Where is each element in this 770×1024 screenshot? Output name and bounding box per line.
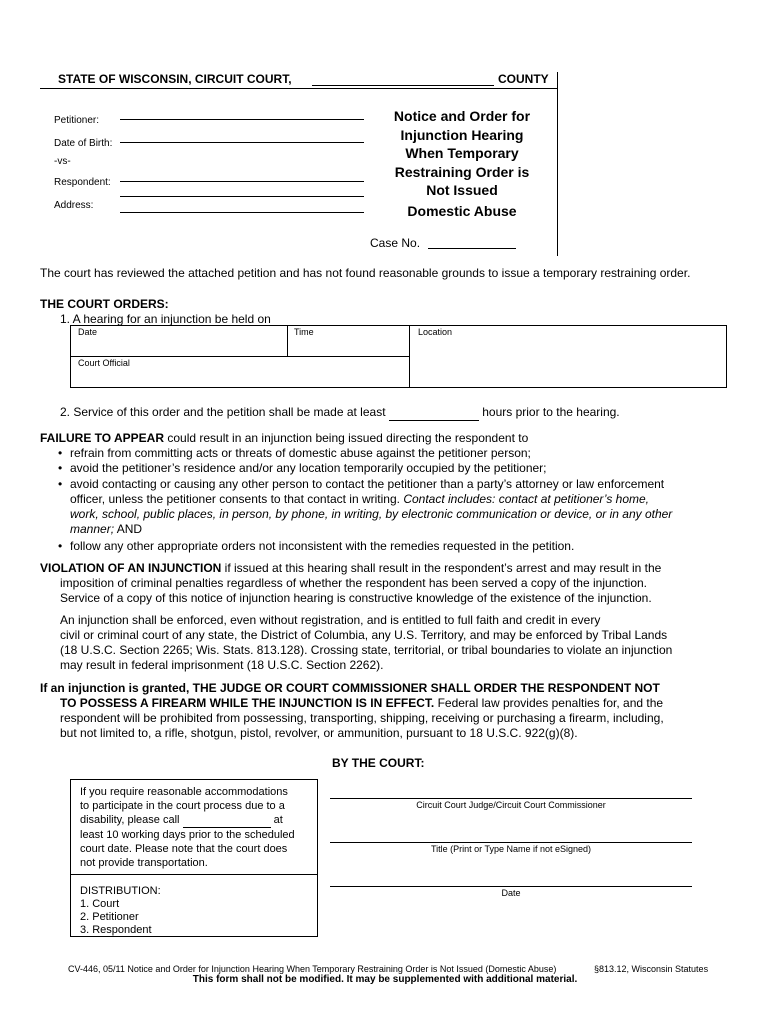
date-signature-label: Date: [501, 888, 521, 898]
header-rule: [40, 88, 558, 89]
enforcement-line-4: may result in federal imprisonment (18 U.S.C. Section 2262).: [60, 658, 384, 672]
dob-label: Date of Birth:: [54, 138, 113, 149]
accommodations-divider: [70, 874, 318, 875]
date-signature-field[interactable]: [330, 886, 692, 887]
failure-bullet-3-end: manner; AND: [70, 522, 143, 536]
title-field[interactable]: [330, 842, 692, 843]
enforcement-line-1: An injunction shall be enforced, even without registration, and is entitled to full faith and credit in every: [60, 613, 601, 627]
judge-signature-field[interactable]: [330, 798, 692, 799]
statute-reference: §813.12, Wisconsin Statutes: [594, 964, 709, 974]
county-blank[interactable]: [312, 85, 494, 86]
failure-heading: FAILURE TO APPEAR could result in an injunction being issued directing the respondent to: [40, 431, 529, 445]
dob-field[interactable]: [120, 142, 364, 143]
county-label: COUNTY: [498, 72, 549, 86]
accommodations-text: If you require reasonable accommodations to participate in the court process due to a disability, please call at least 10 working days prior to the scheduled court date. Please note that the court does not provide transportation.: [80, 786, 295, 869]
order-item-1: 1. A hearing for an injunction be held on: [60, 312, 271, 326]
time-cell-label: Time: [294, 327, 314, 337]
caption-divider: [557, 72, 558, 256]
violation-line-2: imposition of criminal penalties regardless of whether the respondent has been served a copy of the injunction.: [60, 576, 648, 590]
firearm-line-2: TO POSSESS A FIREARM WHILE THE INJUNCTION IS IN EFFECT. Federal law provides penalties for, and the: [60, 696, 664, 710]
failure-bullet-4: • follow any other appropriate orders not inconsistent with the remedies requested in the petition.: [58, 539, 575, 553]
case-no-label: Case No.: [370, 236, 421, 250]
failure-bullet-3-italic: work, school, public places, in person, by phone, in writing, by electronic communication or device, or in any other: [70, 507, 673, 521]
location-cell-label: Location: [418, 327, 453, 337]
table-divider-1: [287, 325, 288, 356]
enforcement-line-2: civil or criminal court of any state, the District of Columbia, any U.S. Territory, and may be enforced by Tribal Lands: [60, 628, 668, 642]
failure-bullet-3-cont: officer, unless the petitioner consents to that contact in writing. Contact includes: contact at petitioner’s home,: [70, 492, 650, 506]
firearm-line-3: respondent will be prohibited from possessing, transporting, shipping, receiving or purchasing a firearm, including,: [60, 711, 664, 725]
failure-bullet-2: • avoid the petitioner’s residence and/or any location temporarily occupied by the petitioner;: [58, 461, 547, 475]
firearm-line-1: If an injunction is granted, THE JUDGE OR COURT COMMISSIONER SHALL ORDER THE RESPONDENT NOT: [40, 681, 660, 695]
footer-notice: This form shall not be modified. It may be supplemented with additional material.: [192, 974, 578, 985]
official-cell-label: Court Official: [78, 358, 130, 368]
form-number: CV-446, 05/11 Notice and Order for Injunction Hearing When Temporary Restraining Order is Not Issued (Domestic Abuse): [68, 964, 557, 974]
address-label: Address:: [54, 200, 94, 211]
petitioner-label: Petitioner:: [54, 115, 100, 126]
by-the-court: BY THE COURT:: [332, 756, 425, 770]
accommodations-phone-field[interactable]: [183, 813, 271, 828]
case-no-field[interactable]: [428, 248, 516, 249]
respondent-field[interactable]: [120, 181, 364, 182]
distribution-list: DISTRIBUTION: 1. Court 2. Petitioner 3. Respondent: [80, 885, 161, 936]
title-label: Title (Print or Type Name if not eSigned): [430, 844, 592, 854]
intro-text: The court has reviewed the attached petition and has not found reasonable grounds to issue a temporary restraining order.: [40, 266, 691, 280]
petitioner-field[interactable]: [120, 119, 364, 120]
table-row-divider: [70, 356, 409, 357]
firearm-line-4: but not limited to, a rifle, shotgun, pistol, revolver, or ammunition, pursuant to 18 U.S.C. 922(g)(8).: [60, 726, 578, 740]
vs-label: -vs-: [54, 156, 71, 167]
date-cell-label: Date: [78, 327, 98, 337]
table-divider-2: [409, 325, 410, 388]
address-field-2[interactable]: [120, 212, 364, 213]
violation-line-3: Service of a copy of this notice of injunction hearing is constructive knowledge of the existence of the injunction.: [60, 591, 652, 605]
failure-bullet-3: • avoid contacting or causing any other person to contact the petitioner than a party’s attorney or law enforcement: [58, 477, 665, 491]
violation-line-1: VIOLATION OF AN INJUNCTION if issued at this hearing shall result in the respondent’s arrest and may result in the: [40, 561, 662, 575]
respondent-label: Respondent:: [54, 177, 111, 188]
service-hours-field[interactable]: [389, 405, 479, 421]
form-title: Notice and Order for Injunction Hearing When Temporary Restraining Order is Not Issued: [393, 108, 531, 198]
enforcement-line-3: (18 U.S.C. Section 2265; Wis. Stats. 813.128). Crossing state, territorial, or tribal boundaries to violate an injunction: [60, 643, 673, 657]
judge-signature-label: Circuit Court Judge/Circuit Court Commissioner: [416, 800, 606, 810]
form-subtitle: Domestic Abuse: [407, 203, 517, 219]
order-item-2: 2. Service of this order and the petition shall be made at least hours prior to the hearing.: [60, 405, 620, 419]
court-heading: STATE OF WISCONSIN, CIRCUIT COURT,: [58, 72, 292, 86]
address-field-1[interactable]: [120, 196, 364, 197]
orders-heading: THE COURT ORDERS:: [40, 297, 169, 311]
failure-bullet-1: • refrain from committing acts or threats of domestic abuse against the petitioner person;: [58, 446, 531, 460]
